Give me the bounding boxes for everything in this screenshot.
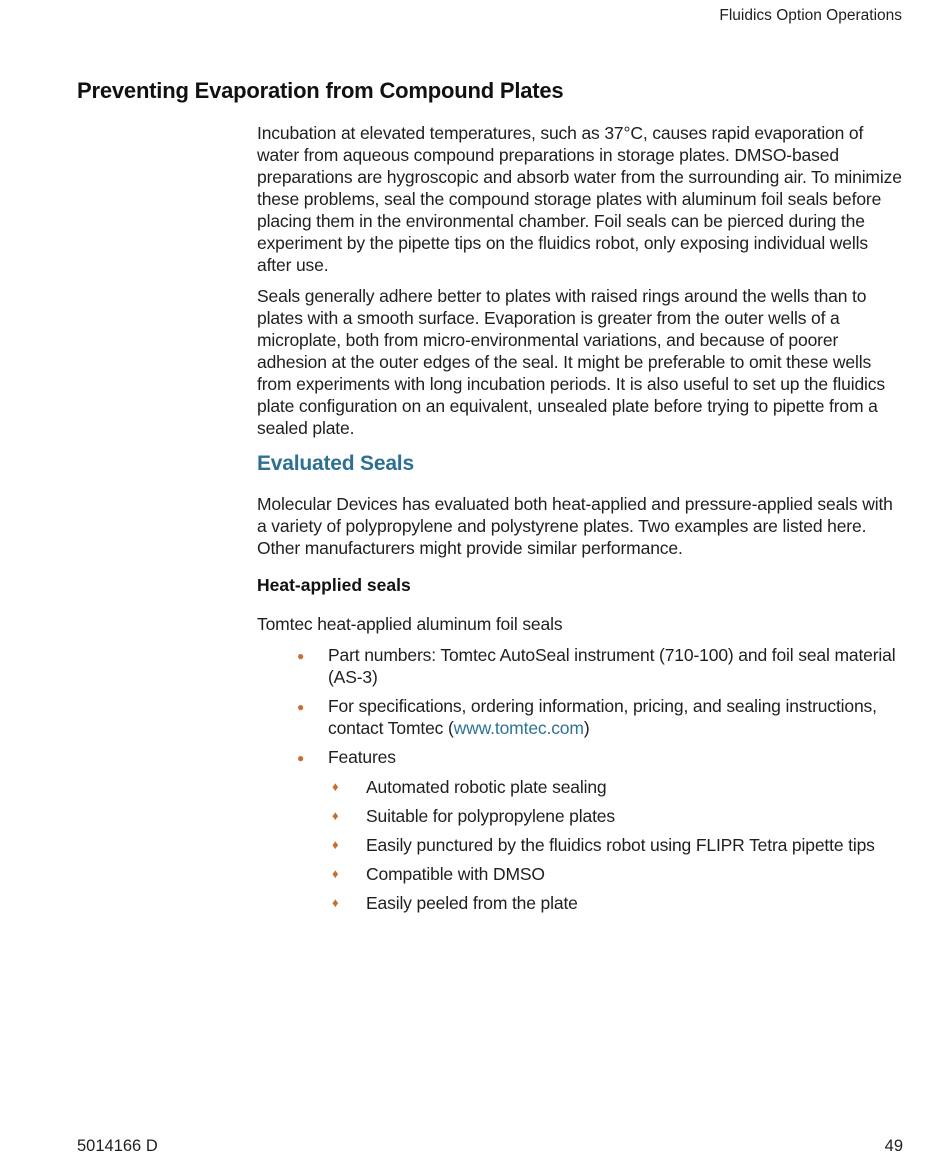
subsection-title-heat-applied-seals: Heat-applied seals [257,575,411,595]
contact-text-after: ) [583,718,590,738]
running-header: Fluidics Option Operations [719,7,902,24]
diamond-icon: ♦ [332,866,339,881]
intro-paragraph-2: Seals generally adhere better to plates with raised rings around the wells than to plates with a smooth surface. Evaporation is greater from the outer wells of a microplate, both from micro-environmental variations, and because of poorer adhesion at the outer edges of the seal. It might be preferable to omit these wells from experiments with long incubation periods. It is also useful to set up the fluidics plate configuration on an equivalent, unsealed plate before trying to pipette from a sealed plate. [257,286,885,438]
section-title-evaluated-seals: Evaluated Seals [257,452,414,475]
tomtec-link[interactable]: www.tomtec.com [453,718,584,738]
feature-text: Suitable for polypropylene plates [366,806,615,826]
list-item-features [257,746,903,914]
list-item-contact [257,695,903,739]
diamond-icon: ♦ [332,808,339,823]
list-item-text: Part numbers: Tomtec AutoSeal instrument (710-100) and foil seal material (AS-3) [328,645,896,687]
page-body [257,122,903,921]
bullet-icon: ● [297,700,305,714]
diamond-icon: ♦ [332,837,339,852]
bullet-icon: ● [297,751,305,765]
page-title: Preventing Evaporation from Compound Plates [77,78,564,103]
bullet-icon: ● [297,649,305,663]
feature-text: Easily punctured by the fluidics robot using FLIPR Tetra pipette tips [366,835,875,855]
intro-paragraph-1: Incubation at elevated temperatures, such as 37°C, causes rapid evaporation of water from aqueous compound preparations in storage plates. DMSO-based preparations are hygroscopic and absorb water from the surrounding air. To minimize these problems, seal the compound storage plates with aluminum foil seals before placing them in the environmental chamber. Foil seals can be pierced during the experiment by the pipette tips on the fluidics robot, only exposing individual wells after use. [257,123,902,275]
list-item-text [328,696,877,738]
feature-item [328,892,903,914]
contact-text-before: For specifications, ordering information, pricing, and sealing instructions, contact Tomtec ( [328,696,877,738]
feature-text: Easily peeled from the plate [366,893,578,913]
diamond-icon: ♦ [332,779,339,794]
feature-item [328,863,903,885]
heat-applied-lead: Tomtec heat-applied aluminum foil seals [257,614,563,634]
list-item-part-numbers [257,644,903,688]
feature-item [328,776,903,798]
feature-text: Compatible with DMSO [366,864,545,884]
evaluated-seals-intro: Molecular Devices has evaluated both heat-applied and pressure-applied seals with a variety of polypropylene and polystyrene plates. Two examples are listed here. Other manufacturers might provide similar performance. [257,494,893,558]
features-diamond-list [328,776,903,914]
diamond-icon: ♦ [332,895,339,910]
feature-text: Automated robotic plate sealing [366,777,607,797]
heat-applied-bullet-list [257,644,903,914]
feature-item [328,834,903,856]
page-footer [77,1137,903,1156]
list-item-text: Features [328,747,396,767]
feature-item [328,805,903,827]
footer-page-number: 49 [884,1137,903,1155]
footer-doc-number: 5014166 D [77,1137,158,1155]
